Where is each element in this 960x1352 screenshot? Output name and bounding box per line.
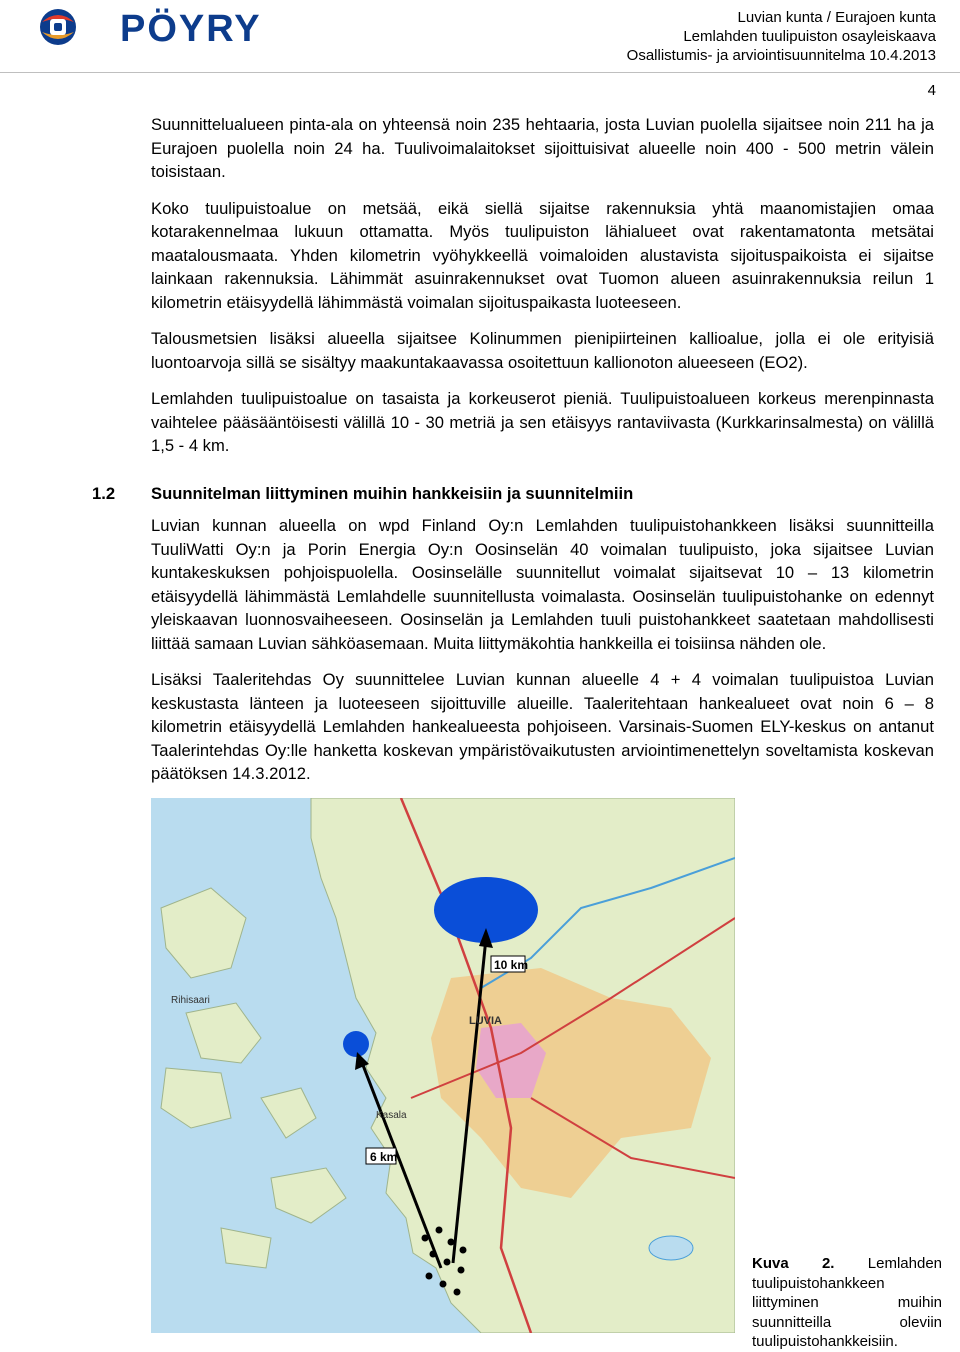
paragraph: Koko tuulipuistoalue on metsää, eikä siellä sijaitse rakennuksia yhtä maanomistajien omaa kotarakennelmaa lukuun ottamatta. Myös tuulipuiston lähialueet ovat rakentamatonta metsätai maatalousmaata. Yhden kilometrin vyöhykkeellä voimaloiden alustavista sijoituspaikoista ei sijaitse lainkaan rakennuksia. Lähimmät asuinrakennukset ovat Tuomon alueen asuinrakennuksia reilun 1 kilometrin etäisyydellä lähimmästä voimalan sijoituspaikasta luoteeseen. <box>151 198 934 312</box>
paragraph: Lisäksi Taaleritehdas Oy suunnittelee Luvian kunnan alueelle 4 + 4 voimalan tuulipuistoa Luvian keskustasta länteen ja luoteeseen sijoittuville alueille. Taaleritehtaan hankealueet ovat noin 6 – 8 kilometrin etäisyydellä Lemlahden hankealueesta pohjoiseen. Varsinais-Suomen ELY-keskus on antanut Taalerintehdas Oy:lle hanketta koskevan ympäristövaikutusten arviointimenettelyn soveltamista koskevan päätöksen 14.3.2012. <box>151 670 934 783</box>
figure-caption <box>752 1254 942 1352</box>
logo-wordmark: PÖYRY <box>120 8 262 50</box>
page-number: 4 <box>927 82 936 99</box>
document-header <box>627 8 936 65</box>
header-municipality: Luvian kunta / Eurajoen kunta <box>737 9 936 26</box>
turbine-point <box>436 1227 443 1234</box>
turbine-point <box>430 1251 437 1258</box>
turbine-point <box>454 1289 461 1296</box>
paragraph: Suunnittelualueen pinta-ala on yhteensä noin 235 hehtaaria, josta Luvian puolella sijaitsee noin 211 ha ja Eurajoen puolella noin 24 ha. Tuulivoimalaitokset sijoittuisivat alueelle noin 400 - 500 metrin välein toisistaan. <box>151 115 934 181</box>
poyry-logo-mark-icon <box>36 6 84 48</box>
paragraph: Luvian kunnan alueella on wpd Finland Oy:n Lemlahden tuulipuistohankkeen lisäksi suunnitteilla TuuliWatti Oy:n ja Porin Energia Oy:n Oosinselän 40 voimalan tuulipuisto, joka sijaitsee Luvian kuntakeskuksen pohjoispuolella. Oosinselälle suunnitellut voimalat sijaitsevat 10 – 13 kilometrin etäisyydellä lähimmästä Lemlahdelle suunnitellusta voimalasta. Oosinselän tuulipuistohanke on edennyt yleiskaavan luonnosvaiheeseen. Oosinselän ja Lemlahden tuuli puistohankkeet saatetaan mahdollisesti liittää samaan Luvian sähköasemaan. Muita liittymäkohtia hankkeilla ei toisiinsa nähden ole. <box>151 516 934 653</box>
turbine-point <box>426 1273 433 1280</box>
section-number: 1.2 <box>92 484 116 503</box>
paragraph: Talousmetsien lisäksi alueella sijaitsee Kolinummen pienipiirteinen kallioalue, jolla ei ole erityisiä luontoarvoja sillä se sisältyy maakuntakaavassa osoitettuun kallionoton alueeseen (EO2). <box>151 329 934 372</box>
turbine-point <box>460 1247 467 1254</box>
taaleritehdas-project-area <box>343 1031 369 1057</box>
place-label: Kasala <box>376 1110 407 1121</box>
place-label: LUVIA <box>469 1015 502 1027</box>
body-text-section <box>151 514 934 799</box>
header-document-title: Osallistumis- ja arviointisuunnitelma 10.4.2013 <box>626 47 936 64</box>
label-10km: 10 km <box>494 958 529 972</box>
map-lake <box>649 1236 693 1260</box>
header-divider <box>0 72 960 73</box>
label-6km: 6 km <box>370 1150 398 1164</box>
turbine-point <box>444 1259 451 1266</box>
turbine-point <box>458 1267 465 1274</box>
turbine-point <box>448 1239 455 1246</box>
turbine-point <box>440 1281 447 1288</box>
paragraph: Lemlahden tuulipuistoalue on tasaista ja korkeuserot pieniä. Tuulipuistoalueen korkeus merenpinnasta vaihtelee pääsääntöisesti välillä 10 - 30 metriä ja sen etäisyys rantaviivasta (Kurkkarinsalmesta) on välillä 1,5 - 4 km. <box>151 389 934 455</box>
project-location-map <box>151 798 735 1333</box>
turbine-point <box>422 1235 429 1242</box>
poyry-logo <box>36 6 266 48</box>
caption-label: Kuva 2. <box>752 1255 835 1272</box>
caption-text: Lemlahden tuulipuistohankkeen liittyminen muihin suunnitteilla oleviin tuulipuistohankkeisiin. <box>752 1255 943 1350</box>
section-title: Suunnitelman liittyminen muihin hankkeisiin ja suunnitelmiin <box>151 484 634 503</box>
header-plan-title: Lemlahden tuulipuiston osayleiskaava <box>683 28 936 45</box>
section-heading <box>92 484 633 504</box>
body-text-top <box>151 113 934 471</box>
place-label: Rihisaari <box>171 995 210 1006</box>
